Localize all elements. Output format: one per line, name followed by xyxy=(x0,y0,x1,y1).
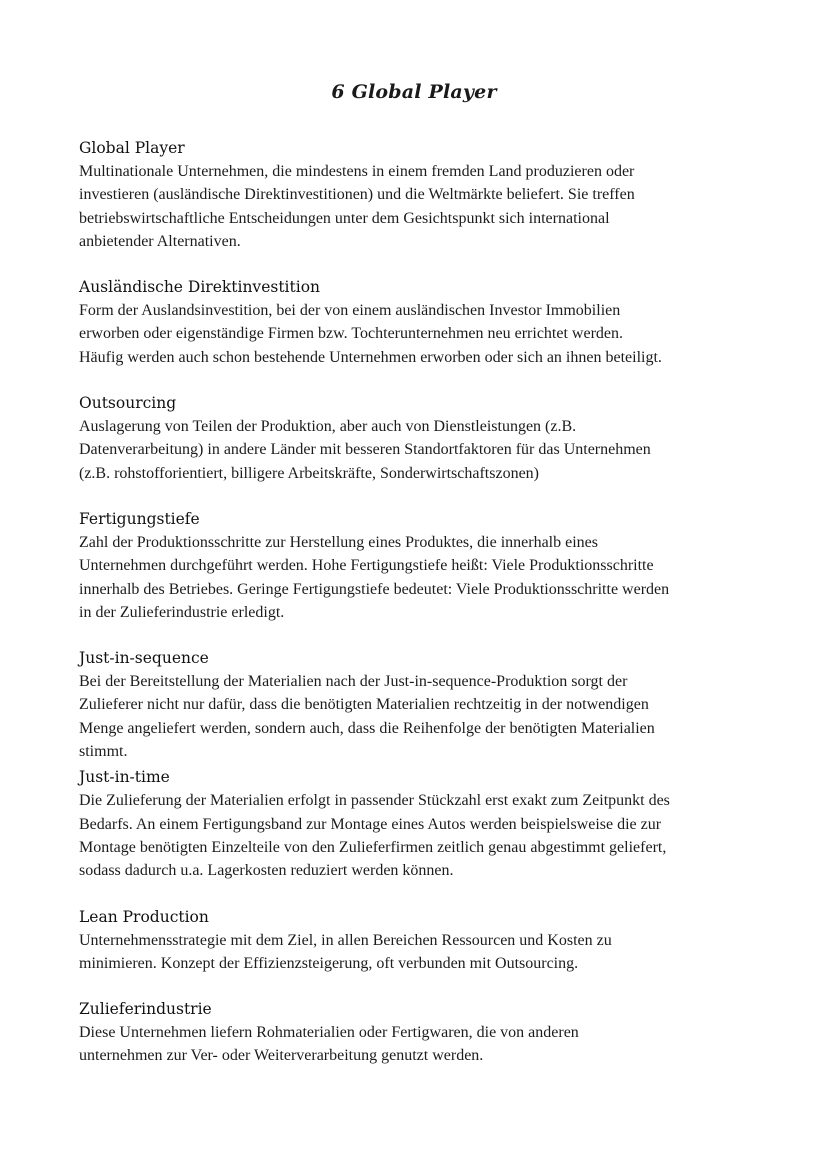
definition-line: Form der Auslandsinvestition, bei der von einem ausländischen Investor Immobilien xyxy=(79,302,621,320)
glossary-entry-fertigungstiefe xyxy=(79,507,769,624)
glossary-entry-global-player xyxy=(79,136,769,253)
page-title: 6 Global Player xyxy=(331,81,497,103)
definition-line: betriebswirtschaftliche Entscheidungen unter dem Gesichtspunkt sich international xyxy=(79,209,610,227)
definition-line: Zulieferer nicht nur dafür, dass die benötigten Materialien rechtzeitig in der notwendigen xyxy=(79,696,649,714)
definition-line: Die Zulieferung der Materialien erfolgt in passender Stückzahl erst exakt zum Zeitpunkt des xyxy=(79,792,670,810)
term-heading: Outsourcing xyxy=(79,394,177,413)
definition-line: Unternehmen durchgeführt werden. Hohe Fertigungstiefe heißt: Viele Produktionsschritte xyxy=(79,557,654,575)
definition-line: Multinationale Unternehmen, die mindestens in einem fremden Land produzieren oder xyxy=(79,163,635,180)
term-heading: Ausländische Direktinvestition xyxy=(79,278,321,297)
definition-line: Auslagerung von Teilen der Produktion, aber auch von Dienstleistungen (z.B. xyxy=(79,418,577,436)
term-heading: Just-in-sequence xyxy=(79,649,209,668)
definition-line: anbietender Alternativen. xyxy=(79,232,241,250)
definition-line: in der Zulieferindustrie erledigt. xyxy=(79,603,285,621)
definition-line: Montage benötigten Einzelteile von den Zulieferfirmen zeitlich genau abgestimmt geliefert, xyxy=(79,838,667,856)
definition-line: Zahl der Produktionsschritte zur Herstellung eines Produktes, die innerhalb eines xyxy=(79,533,598,551)
glossary-entry-just-in-time xyxy=(79,765,769,882)
definition-line: Bedarfs. An einem Fertigungsband zur Montage eines Autos werden beispielsweise die zur xyxy=(79,815,662,833)
definition-line: Häufig werden auch schon bestehende Unternehmen erworben oder sich an ihnen beteiligt. xyxy=(79,348,662,366)
section-spacer xyxy=(79,975,769,997)
definition-line: investieren (ausländische Direktinvestitionen) und die Weltmärkte beliefert. Sie treffen xyxy=(79,186,635,204)
definition-line: Datenverarbeitung) in andere Länder mit besseren Standortfaktoren für das Unternehmen xyxy=(79,441,651,459)
section-spacer xyxy=(79,485,769,507)
section-spacer xyxy=(79,253,769,275)
glossary xyxy=(79,136,769,1068)
definition-line: Menge angeliefert werden, sondern auch, dass die Reihenfolge der benötigten Materialien xyxy=(79,719,655,737)
definition-line: Unternehmensstrategie mit dem Ziel, in allen Bereichen Ressourcen und Kosten zu xyxy=(79,931,612,949)
glossary-entry-just-in-sequence xyxy=(79,646,769,763)
term-heading: Lean Production xyxy=(79,907,209,926)
definition-line: sodass dadurch u.a. Lagerkosten reduziert werden können. xyxy=(79,862,454,880)
definition-line: erworben oder eigenständige Firmen bzw. Tochterunternehmen neu errichtet werden. xyxy=(79,325,623,343)
definition-line: minimieren. Konzept der Effizienzsteigerung, oft verbunden mit Outsourcing. xyxy=(79,954,579,972)
section-spacer xyxy=(79,883,769,905)
glossary-entry-lean-production xyxy=(79,905,769,976)
definition-line: unternehmen zur Ver- oder Weiterverarbeitung genutzt werden. xyxy=(79,1047,484,1065)
definition-line: (z.B. rohstofforientiert, billigere Arbeitskräfte, Sonderwirtschaftszonen) xyxy=(79,464,540,482)
term-heading: Zulieferindustrie xyxy=(79,1000,212,1019)
definition-line: Bei der Bereitstellung der Materialien nach der Just-in-sequence-Produktion sorgt der xyxy=(79,673,628,691)
glossary-entry-outsourcing xyxy=(79,391,769,485)
term-heading: Just-in-time xyxy=(79,768,170,787)
glossary-entry-zulieferindustrie xyxy=(79,997,769,1068)
term-heading: Fertigungstiefe xyxy=(79,509,200,528)
glossary-entry-auslaendische-direktinvestition xyxy=(79,275,769,369)
term-heading: Global Player xyxy=(79,139,185,157)
definition-line: Diese Unternehmen liefern Rohmaterialien oder Fertigwaren, die von anderen xyxy=(79,1024,579,1042)
definition-line: stimmt. xyxy=(79,743,128,761)
section-spacer xyxy=(79,369,769,391)
section-spacer xyxy=(79,624,769,646)
definition-line: innerhalb des Betriebes. Geringe Fertigungstiefe bedeutet: Viele Produktionsschritte werden xyxy=(79,580,670,598)
